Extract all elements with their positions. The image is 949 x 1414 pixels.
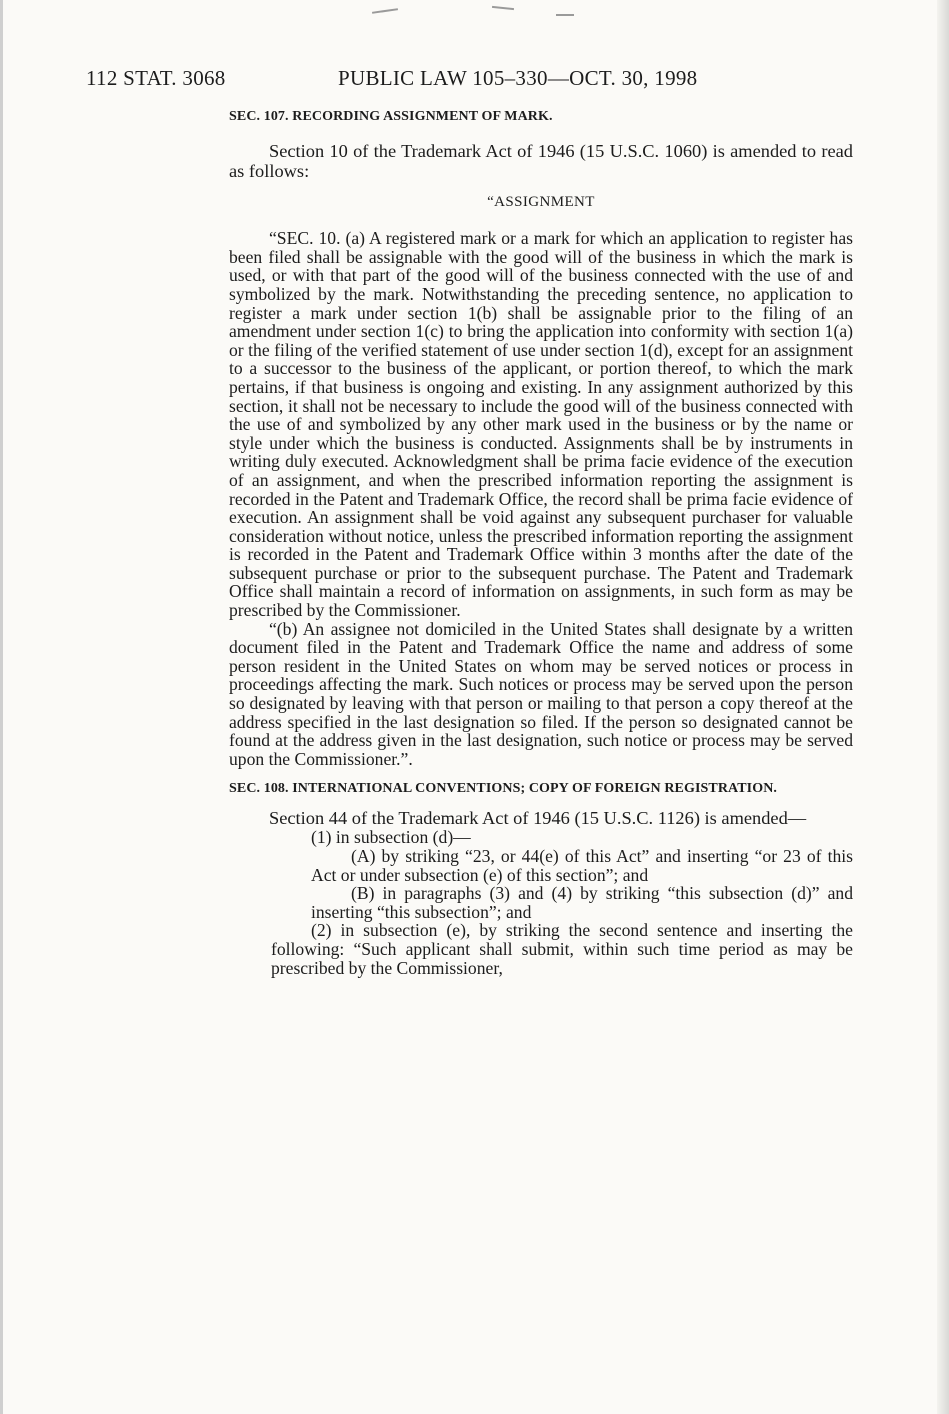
amendment-item-1a: (A) by striking “23, or 44(e) of this Act” and inserting “or 23 of this Act or under subsection (e) of this section”; and — [311, 846, 853, 885]
statute-citation: 112 STAT. 3068 — [86, 66, 226, 90]
scan-artifact — [556, 14, 574, 16]
scan-artifact — [372, 8, 398, 14]
section-107-heading: SEC. 107. RECORDING ASSIGNMENT OF MARK. — [229, 109, 553, 124]
section-108-intro: Section 44 of the Trademark Act of 1946 (15 U.S.C. 1126) is amended— — [269, 808, 807, 829]
amendment-item-1b: (B) in paragraphs (3) and (4) by striking “this subsection (d)” and inserting “this subsection”; and — [311, 883, 853, 922]
subsection-a-text: “SEC. 10. (a) A registered mark or a mark for which an application to register has been filed shall be assignable with the good will of the business in which the mark is used, or with that part of the good will of the business connected with the use of and symbolized by the mark. Notwithstanding the preceding sentence, no application to register a mark under section 1(b) shall be assignable prior to the filing of an amendment under section 1(c) to bring the application into conformity with section 1(a) or the filing of the verified statement of use under section 1(d), except for an assignment to a successor to the business of the applicant, or portion thereof, to which the mark pertains, if that business is ongoing and existing. In any assignment authorized by this section, it shall not be necessary to include the good will of the business connected with the use of and symbolized by any other mark used in the business or by the name or style under which the business is conducted. Assignments shall be by instruments in writing duly executed. Acknowledgment shall be prima facie evidence of the execution of an assignment, and when the prescribed information reporting the assignment is recorded in the Patent and Trademark Office, the record shall be prima facie evidence of execution. An assignment shall be void against any subsequent purchaser for valuable consideration without notice, unless the prescribed information reporting the assignment is recorded in the Patent and Trademark Office within 3 months after the date of the subsequent purchase or prior to the subsequent purchase. The Patent and Trademark Office shall maintain a record of information on assignments, in such form as may be prescribed by the Commissioner. — [229, 228, 853, 621]
scan-artifact — [492, 6, 514, 10]
amendment-item-1: (1) in subsection (d)— — [311, 827, 471, 848]
subsection-b-text: “(b) An assignee not domiciled in the United States shall designate by a written document filed in the Patent and Trademark Office the name and address of some person resident in the United States on whom may be served notices or process in proceedings affecting the mark. Such notices or process may be served upon the person so designated by leaving with that person or mailing to that person a copy thereof at the address specified in the last designation so filed. If the person so designated cannot be found at the address given in the last designation, such notice or process may be served upon the Commissioner.”. — [229, 618, 853, 769]
section-107-intro: Section 10 of the Trademark Act of 1946 (15 U.S.C. 1060) is amended to read as follows: — [229, 140, 853, 181]
amendment-item-2: (2) in subsection (e), by striking the second sentence and inserting the following: “Such applicant shall submit, within such time period as may be prescribed by the Commissioner, — [271, 920, 853, 978]
page-body — [229, 108, 853, 977]
assignment-heading: “ASSIGNMENT — [487, 193, 595, 210]
section-108-heading: SEC. 108. INTERNATIONAL CONVENTIONS; COPY OF FOREIGN REGISTRATION. — [229, 781, 778, 797]
page-right-edge — [937, 0, 949, 1414]
page-left-edge — [0, 0, 3, 1414]
public-law-citation: PUBLIC LAW 105–330—OCT. 30, 1998 — [338, 66, 698, 90]
